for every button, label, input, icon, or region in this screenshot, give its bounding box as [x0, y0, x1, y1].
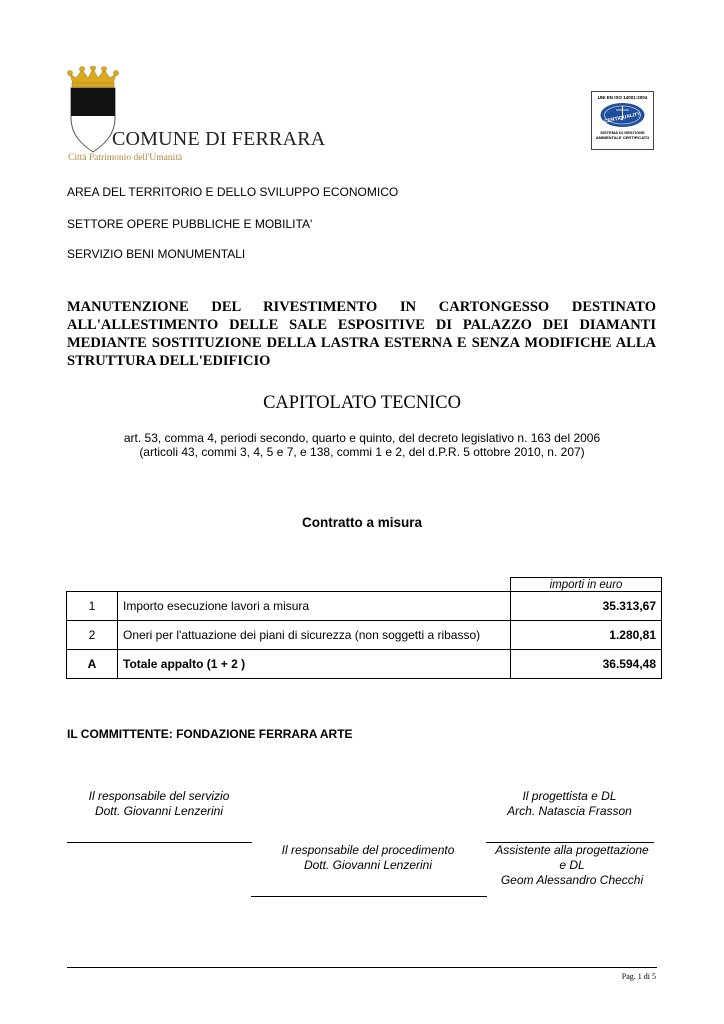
table-row — [67, 592, 662, 621]
row-description: Totale appalto (1 + 2 ) — [118, 650, 511, 679]
signature-assistente — [482, 843, 662, 888]
row-description: Importo esecuzione lavori a misura — [118, 592, 511, 621]
table-total-row — [67, 650, 662, 679]
cert-badge-bottom-2: AMBIENTALE CERTIFICATO — [595, 135, 650, 140]
city-name: COMUNE DI FERRARA — [112, 128, 326, 150]
amount-column-header: importi in euro — [511, 578, 662, 592]
row-number: 2 — [67, 621, 118, 650]
row-number: A — [67, 650, 118, 679]
committente-label: IL COMMITTENTE: FONDAZIONE FERRARA ARTE — [67, 727, 353, 741]
signature-role: Assistente alla progettazione — [495, 843, 649, 857]
signature-responsabile-procedimento — [268, 843, 468, 873]
page-number: Pag. 1 di 5 — [621, 972, 656, 981]
signature-role: Il responsabile del procedimento — [281, 843, 455, 857]
signature-name: Arch. Natascia Frasson — [507, 804, 632, 818]
row-description: Oneri per l'attuazione dei piani di sicurezza (non soggetti a ribasso) — [118, 621, 511, 650]
document-title: MANUTENZIONE DEL RIVESTIMENTO IN CARTONGESSO DESTINATO ALL'ALLESTIMENTO DELLE SALE ESPOSITIVE DI PALAZZO DEI DIAMANTI MEDIANTE SOSTITUZIONE DELLA LASTRA ESTERNA E SENZA MODIFICHE ALLA STRUTTURA DELL'EDIFICIO — [67, 299, 656, 369]
signature-line — [251, 896, 487, 897]
certification-badge — [591, 91, 654, 150]
row-amount: 36.594,48 — [511, 650, 662, 679]
signature-name: Geom Alessandro Checchi — [500, 873, 644, 887]
cert-badge-top: UNI EN ISO 14001:2004 — [597, 95, 648, 100]
table-header-row — [67, 578, 662, 592]
cert-badge-bottom-1: SISTEMA DI GESTIONE — [600, 130, 645, 135]
signature-line — [67, 842, 252, 843]
area-label: AREA DEL TERRITORIO E DELLO SVILUPPO ECONOMICO — [67, 185, 399, 199]
reference-line-1: art. 53, comma 4, periodi secondo, quarto e quinto, del decreto legislativo n. 163 del 2006 — [123, 431, 601, 445]
row-number: 1 — [67, 592, 118, 621]
footer-divider — [67, 967, 657, 968]
settore-label: SETTORE OPERE PUBBLICHE E MOBILITA' — [67, 217, 313, 231]
signature-role: Il responsabile del servizio — [88, 789, 230, 803]
signature-name: Dott. Giovanni Lenzerini — [303, 858, 433, 872]
signature-responsabile-servizio — [67, 789, 251, 819]
row-amount: 1.280,81 — [511, 621, 662, 650]
capitolato-heading: CAPITOLATO TECNICO — [263, 393, 461, 413]
shield-icon — [71, 88, 115, 152]
reference-line-2: (articoli 43, commi 3, 4, 5 e 7, e 138, commi 1 e 2, del d.P.R. 5 ottobre 2010, n. 207) — [139, 445, 585, 459]
signature-role: Il progettista e DL — [522, 789, 617, 803]
city-subtitle: Città Patrimonio dell'Umanità — [68, 153, 183, 163]
signature-name: Dott. Giovanni Lenzerini — [94, 804, 224, 818]
servizio-label: SERVIZIO BENI MONUMENTALI — [67, 247, 246, 261]
signature-role-cont: e DL — [559, 858, 585, 872]
cost-table — [66, 577, 662, 679]
table-row — [67, 621, 662, 650]
signature-progettista — [473, 789, 666, 819]
cert-badge-brand: CERTIQUALITY — [603, 111, 642, 125]
row-amount: 35.313,67 — [511, 592, 662, 621]
crown-icon — [68, 66, 119, 87]
contratto-heading: Contratto a misura — [301, 515, 423, 530]
